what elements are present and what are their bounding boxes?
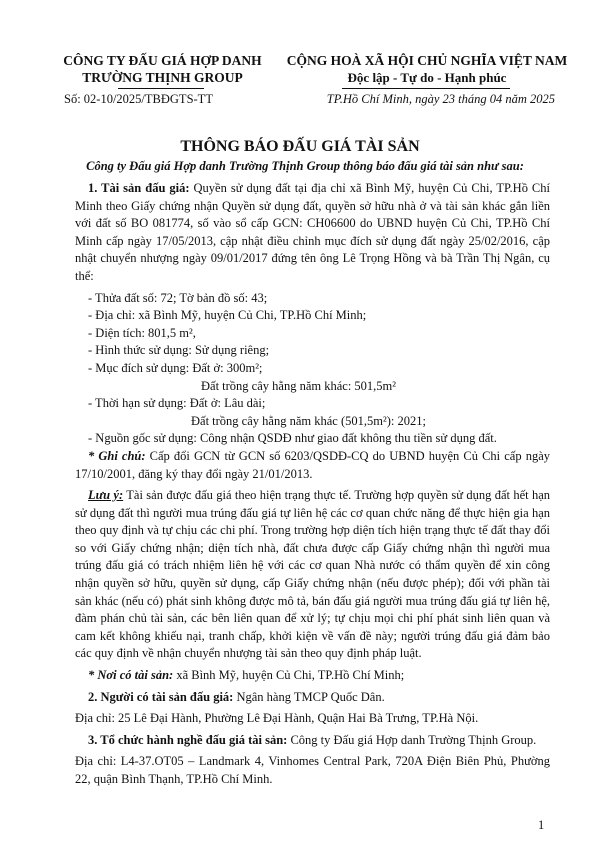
section2-address: Địa chỉ: 25 Lê Đại Hành, Phường Lê Đại Hành, Quận Hai Bà Trưng, TP.Hà Nội. (75, 711, 479, 726)
note-label: * Ghi chú: (88, 448, 146, 463)
section2-paragraph (75, 689, 550, 707)
national-title: CỘNG HOÀ XÃ HỘI CHỦ NGHĨA VIỆT NAM (286, 53, 568, 68)
section3-paragraph (75, 732, 550, 750)
document-title: THÔNG BÁO ĐẤU GIÁ TÀI SẢN (180, 138, 420, 155)
caution-label: Lưu ý: (88, 488, 124, 503)
document-body (75, 180, 550, 789)
location-text: xã Bình Mỹ, huyện Củ Chi, TP.Hồ Chí Minh; (173, 668, 405, 683)
intro-line: Công ty Đấu giá Hợp danh Trường Thịnh Group thông báo đấu giá tài sản như sau: (86, 159, 524, 173)
section3-address: Địa chỉ: L4-37.OT05 – Landmark 4, Vinhomes Central Park, 720A Điện Biên Phủ, Phường 22, quận Bình Thạnh, TP.Hồ Chí Minh. (75, 754, 550, 786)
item-purpose-2: Đất trồng cây hằng năm khác: 501,5m² (201, 378, 397, 393)
section1-heading: 1. Tài sản đấu giá: (88, 181, 190, 195)
section3-text: Công ty Đấu giá Hợp danh Trường Thịnh Group. (287, 732, 537, 747)
company-underline (118, 88, 204, 89)
section1-text: Quyền sử dụng đất tại địa chỉ xã Bình Mỹ, huyện Củ Chi, TP.Hồ Chí Minh theo Giấy chứng nhận Quyền sử dụng đất, quyền sở hữu nhà ở và tài sản khác gắn liền với đất số BO 081774, số vào sổ cấp GCN: CH06600 do UBND huyện Củ Chi, TP.Hồ Chí Minh cấp ngày 17/05/2013, cập nhật điều chỉnh mục đích sử dụng đất ngày 25/02/2016, cập nhật chuyển nhượng ngày 09/01/2017 đứng tên ông Lê Trọng Hồng và bà Trần Thị Ngân, cụ thể: (75, 181, 550, 283)
section2-text: Ngân hàng TMCP Quốc Dân. (233, 689, 385, 704)
item-address: - Địa chỉ: xã Bình Mỹ, huyện Củ Chi, TP.Hồ Chí Minh; (88, 308, 367, 323)
caution-text: Tài sản được đấu giá theo hiện trạng thực tế. Trường hợp quyền sử dụng đất hết hạn sử dụng đất thì người mua trúng đấu giá tự liên hệ các cơ quan chức năng để thực hiện gia hạn theo quy định và tự chịu các chi phí. Trong trường hợp diện tích hiện trạng thực tế đất thay đổi so với Giấy chứng nhận; diện tích nhà, đất chưa được cấp Giấy chứng nhận thì người mua trúng đấu giá có trách nhiệm liên hệ với các cơ quan Nhà nước có thẩm quyền để xin công nhận quyền sở hữu, quyền sử dụng, cấp Giấy chứng nhận (nếu được phép); đối với phần tài sản khác (nếu có) phát sinh không được mô tả, bán đấu giá người mua trúng đấu giá tự liên hệ, đàm phán chủ tài sản, các bên liên quan để xử lý; tự chịu mọi chi phí phát sinh liên quan và cam kết không khiếu nại, tranh chấp, khởi kiện về vấn đề này; người trúng đấu giá đảm bảo các quy định về nhận chuyển nhượng tài sản theo quy định pháp luật. (75, 488, 550, 661)
note-paragraph (75, 448, 550, 483)
item-area: - Diện tích: 801,5 m², (88, 325, 196, 340)
note-text: Cấp đổi GCN từ GCN số 6203/QSDĐ-CQ do UBND huyện Củ Chi cấp ngày 17/10/2001, đăng ký thay đổi ngày 21/01/2013. (75, 448, 550, 481)
section2-heading: 2. Người có tài sản đấu giá: (88, 689, 234, 704)
document-date: TP.Hồ Chí Minh, ngày 23 tháng 04 năm 2025 (326, 92, 555, 106)
national-header (282, 52, 572, 86)
company-header (50, 52, 275, 86)
section3-heading: 3. Tổ chức hành nghề đấu giá tài sản: (88, 732, 288, 747)
reference-number: Số: 02-10/2025/TBĐGTS-TT (64, 92, 213, 106)
page-number: 1 (538, 818, 545, 832)
item-term-2: Đất trồng cây hằng năm khác (501,5m²): 2021; (191, 413, 426, 428)
company-name-line1: CÔNG TY ĐẤU GIÁ HỢP DANH (63, 53, 262, 68)
item-term: - Thời hạn sử dụng: Đất ở: Lâu dài; (88, 396, 266, 411)
location-paragraph (75, 667, 550, 685)
national-motto: Độc lập - Tự do - Hạnh phúc (347, 70, 507, 85)
item-parcel: - Thửa đất số: 72; Tờ bản đồ số: 43; (88, 290, 268, 305)
caution-paragraph (75, 487, 550, 663)
item-origin: - Nguồn gốc sử dụng: Công nhận QSDĐ như giao đất không thu tiền sử dụng đất. (88, 431, 497, 446)
location-label: * Nơi có tài sản: (88, 668, 174, 683)
motto-underline (342, 88, 510, 89)
company-name-line2: TRƯỜNG THỊNH GROUP (82, 70, 243, 85)
item-form: - Hình thức sử dụng: Sử dụng riêng; (88, 343, 270, 358)
item-purpose: - Mục đích sử dụng: Đất ở: 300m²; (88, 360, 263, 375)
section1-paragraph (75, 180, 550, 286)
